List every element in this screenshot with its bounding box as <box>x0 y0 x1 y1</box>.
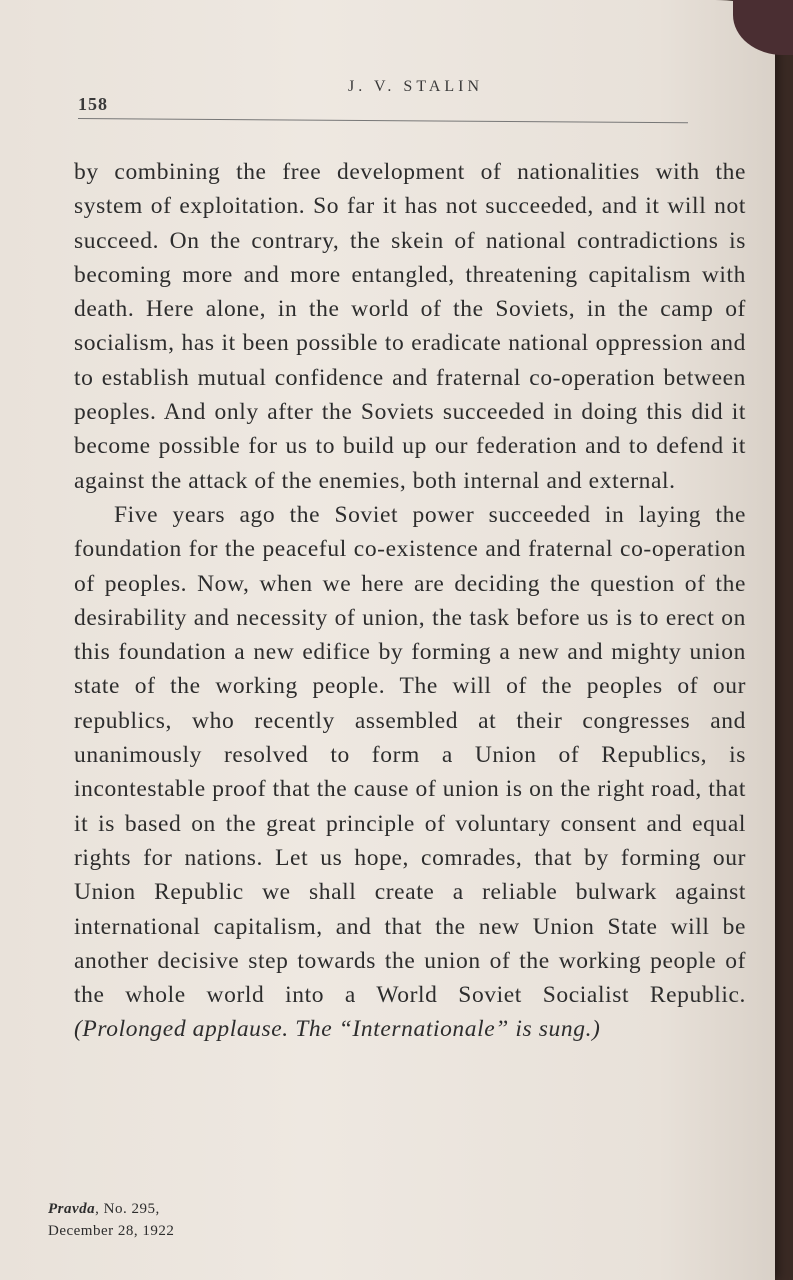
page-number: 158 <box>78 94 108 114</box>
paragraph-1: by combining the free development of nationalities with the system of exploitation. So far it has not succeeded, and it will not succeed. On the contrary, the skein of national contradictions is becoming more and more entangled, threatening capitalism with death. Here alone, in the world of the Soviets, in the camp of socialism, has it been possible to eradicate national oppression and to establish mutual confidence and fraternal co-operation between peoples. And only after the Soviets succeeded in doing this did it become possible for us to build up our federation and to defend it against the attack of the enemies, both internal and external. <box>74 159 746 494</box>
running-head: J. V. STALIN <box>348 78 484 95</box>
source-issue: , No. 295, <box>95 1201 160 1217</box>
header-rule <box>78 118 688 123</box>
paragraph-2 <box>74 498 746 1047</box>
page-header <box>78 78 758 118</box>
paragraph-2-text: Five years ago the Soviet power succeeded in laying the foundation for the peaceful co-existence and fraternal co-operation of peoples. Now, when we here are deciding the question of the desirability and necessity of union, the task before us is to erect on this foundation a new edifice by forming a new and mighty union state of the working people. The will of the peoples of our republics, who recently assembled at their congresses and unanimously resolved to form a Union of Republics, is incontestable proof that the cause of union is on the right road, that it is based on the great principle of voluntary consent and equal rights for nations. Let us hope, comrades, that by forming our Union Republic we shall create a reliable bulwark against international capitalism, and that the new Union State will be another decisive step towards the union of the working people of the whole world into a World Soviet Socialist Republic. <box>74 501 746 1009</box>
source-date: December 28, 1922 <box>48 1223 175 1239</box>
body-text <box>74 155 746 1047</box>
stage-direction: (Prolonged applause. The “Internationale” is sung.) <box>74 1016 601 1043</box>
source-footnote <box>48 1198 174 1242</box>
source-name: Pravda <box>48 1201 96 1217</box>
